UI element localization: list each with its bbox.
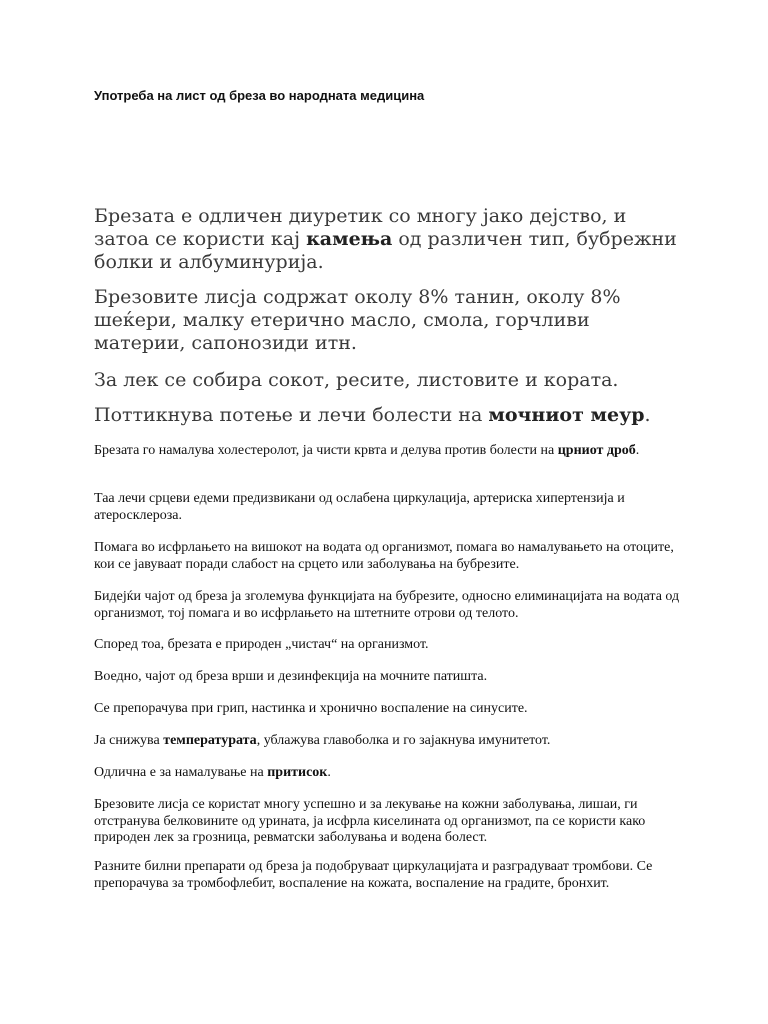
paragraph-temperature xyxy=(94,733,684,750)
paragraph-text: . xyxy=(327,765,331,780)
bold-term-liver: црниот дроб xyxy=(557,443,636,458)
paragraph-text: Одлична е за намалување на xyxy=(94,765,268,780)
paragraph-skin: Брезовите лисја се користат многу успешно и за лекување на кожни заболувања, лишаи, ги отстранува белковините од урината, ја исфрла киселината од организмот, па се користи како природен лек за грозница, ревматски заболувања и водена болест. xyxy=(94,797,646,845)
paragraph-text: . xyxy=(644,404,651,426)
paragraph-text: од различен тип, бубрежни болки и албуминурија. xyxy=(94,228,677,273)
paragraph-cholesterol xyxy=(94,443,684,460)
bold-term-stones: камења xyxy=(306,228,393,250)
paragraph-text: Ја снижува xyxy=(94,733,164,748)
paragraph-text: Брезата е одличен диуретик со многу јако дејство, и затоа се користи кај xyxy=(94,205,627,250)
paragraph-cleaner: Според тоа, брезата е природен „чистач“ на организмот. xyxy=(94,637,429,652)
bold-term-bladder: мочниот меур xyxy=(488,404,645,426)
paragraph-kidneys: Бидејќи чајот од бреза ја зголемува функцијата на бубрезите, односно елиминацијата на водата од организмот, тој помага и во исфрлањето на штетните отрови од телото. xyxy=(94,589,680,621)
paragraph-flu: Се препорачува при грип, настинка и хронично воспаление на синусите. xyxy=(94,701,528,716)
paragraph-diuretic xyxy=(94,205,684,274)
bold-term-temperature: температурата xyxy=(163,733,257,748)
paragraph-water: Помага во исфрлањето на вишокот на водата од организмот, помага во намалувањето на отоците, кои се јавуваат поради слабост на срцето или заболувања на бубрезите. xyxy=(94,540,674,572)
paragraph-text: Поттикнува потење и лечи болести на xyxy=(94,404,489,426)
paragraph-composition: Брезовите лисја содржат околу 8% танин, околу 8% шеќери, малку етерично масло, смола, горчливи материи, сапонозиди итн. xyxy=(94,286,621,354)
paragraph-collection: За лек се собира сокот, ресите, листовите и кората. xyxy=(94,369,619,391)
paragraph-text: . xyxy=(635,443,640,458)
paragraph-text: Брезата го намалува холестеролот, ја чисти крвта и делува против болести на xyxy=(94,443,558,458)
paragraph-pressure xyxy=(94,765,684,782)
paragraph-text: , ублажува главоболка и го зајакнува имунитетот. xyxy=(256,733,551,748)
document-title: Употреба на лист од бреза во народната медицина xyxy=(94,88,425,103)
paragraph-sweating xyxy=(94,404,684,427)
paragraph-disinfection: Воедно, чајот од бреза врши и дезинфекција на мочните патишта. xyxy=(94,669,488,684)
paragraph-edema: Таа лечи срцеви едеми предизвикани од ослабена циркулација, артериска хипертензија и атеросклероза. xyxy=(94,491,625,523)
bold-term-pressure: притисок xyxy=(267,765,328,780)
paragraph-circulation: Разните билни препарати од бреза ја подобруваат циркулацијата и разградуваат тромбови. Се препорачува за тромбофлебит, воспаление на кожата, воспаление на градите, бронхит. xyxy=(94,859,653,891)
